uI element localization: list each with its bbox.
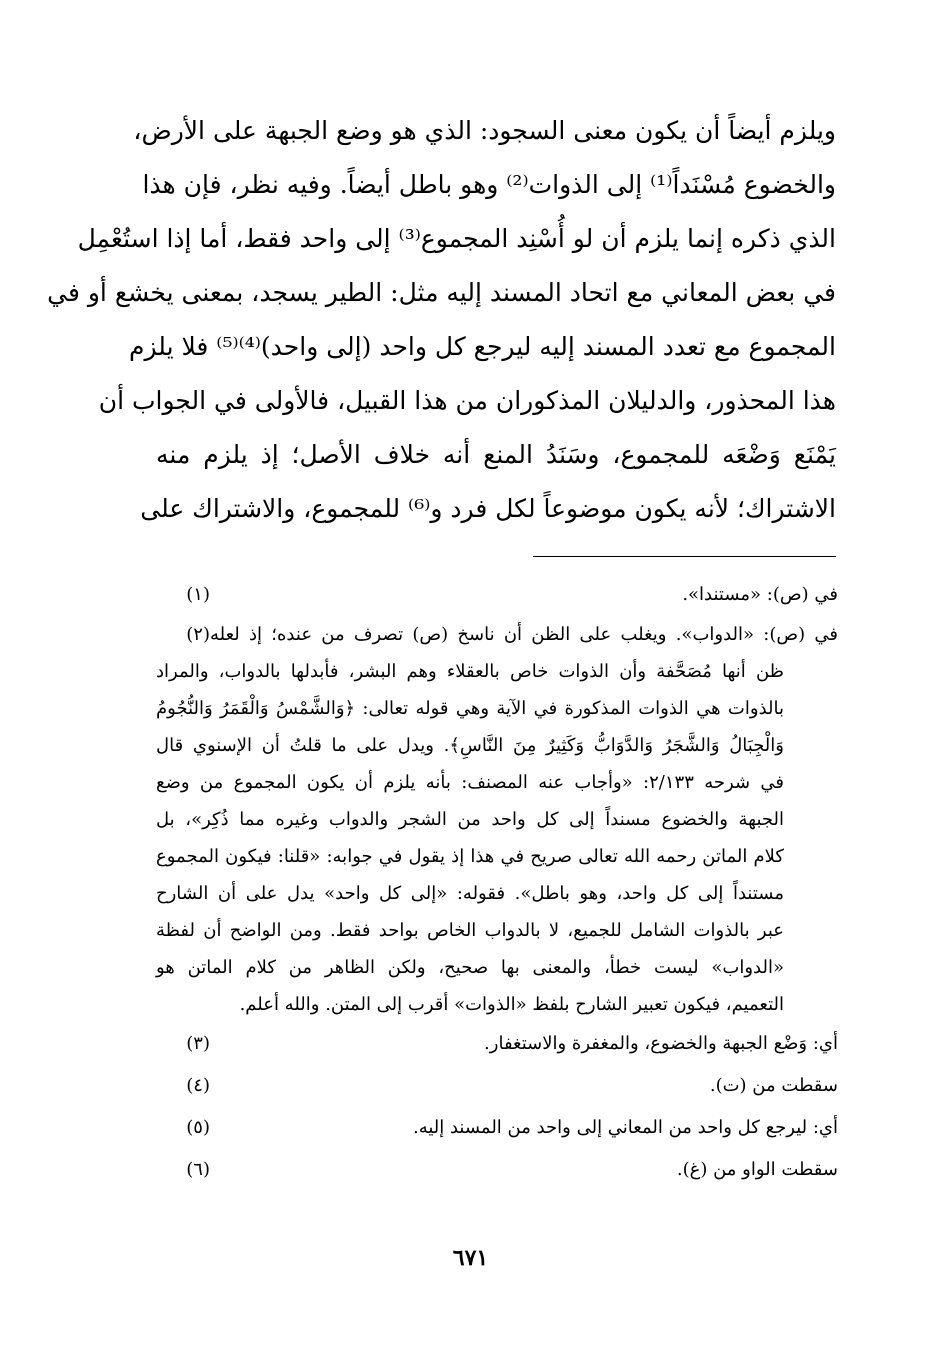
text-line: هذا المحذور، والدليلان المذكوران من هذا القبيل، فالأولى في الجواب أن	[98, 386, 836, 415]
footnote-text: كلام الماتن رحمه الله تعالى صريح في هذا إذ يقول في جوابه: «قلنا: فيكون المجموع	[156, 846, 784, 867]
text-line: الذي ذكره إنما يلزم أن لو أُسْنِد المجموع⁽³⁾ إلى واحد فقط، أما إذا استُعْمِل	[77, 224, 836, 253]
page-number: ٦٧١	[452, 1245, 489, 1271]
footnote-text: «الدواب» ليست خطأ، والمعنى بها صحيح، ولكن الظاهر من كلام الماتن هو	[156, 957, 784, 978]
footnote-text: في شرحه ٢/١٣٣: «وأجاب عنه المصنف: بأنه يلزم أن يكون المجموع من وضع	[156, 772, 784, 793]
footnote-text: في (ص): «الدواب». ويغلب على الظن أن ناسخ (ص) تصرف من عنده؛ إذ لعله	[210, 624, 838, 645]
footnote-3	[156, 1023, 838, 1065]
footnote-text: سقطت الواو من (غ).	[676, 1159, 838, 1180]
footnote-4	[156, 1065, 838, 1107]
footnote-text: أي: ليرجع كل واحد من المعاني إلى واحد من المسند إليه.	[412, 1117, 838, 1138]
footnote-number: (٦)	[186, 1159, 210, 1180]
footnote-text: سقطت من (ت).	[709, 1075, 838, 1096]
main-text	[47, 104, 836, 536]
footnote-number: (٥)	[186, 1117, 210, 1138]
footnote-5	[156, 1107, 838, 1149]
footnote-number: (١)	[186, 584, 210, 605]
footnote-text: بالذوات هي الذوات المذكورة في الآية وهي قوله تعالى: ﴿وَالشَّمْسُ وَالْقَمَرُ وَالنُّجُومُ	[156, 698, 784, 719]
text-line: يَمْنَع وَضْعَه للمجموع، وسَنَدُ المنع أنه خلاف الأصل؛ إذ يلزم منه	[156, 440, 836, 469]
footnote-text: أي: وَضْع الجبهة والخضوع، والمغفرة والاستغفار.	[484, 1033, 838, 1054]
footnote-text: ظن أنها مُصَحَّفة وأن الذوات خاص بالعقلاء وهم البشر، فأبدلها بالدواب، والمراد	[156, 661, 784, 682]
footnote-1	[156, 574, 838, 616]
text-line: المجموع مع تعدد المسند إليه ليرجع كل واحد (إلى واحد)⁽⁴⁾⁽⁵⁾ فلا يلزم	[129, 332, 836, 361]
footnote-2	[156, 616, 838, 1023]
text-line: والخضوع مُسْنَداً⁽¹⁾ إلى الذوات⁽²⁾ وهو باطل أيضاً. وفيه نظر، فإن هذا	[142, 170, 836, 199]
footnote-text: التعميم، فيكون تعبير الشارح بلفظ «الذوات» أقرب إلى المتن. والله أعلم.	[239, 994, 784, 1015]
footnote-text: وَالْجِبَالُ وَالشَّجَرُ وَالدَّوَابُّ وَكَثِيرٌ مِنَ النَّاسِ﴾. ويدل على ما قلتُ أن الإسنوي قال	[156, 735, 784, 756]
footnote-text: عبر بالذوات الشامل للجميع، لا بالدواب الخاص بواحد فقط. ومن الواضح أن لفظة	[156, 920, 784, 941]
footnote-text: مستنداً إلى كل واحد، وهو باطل». فقوله: «إلى كل واحد» يدل على أن الشارح	[156, 883, 784, 904]
footnote-number: (٤)	[186, 1075, 210, 1096]
text-line: الاشتراك؛ لأنه يكون موضوعاً لكل فرد و⁽⁶⁾ للمجموع، والاشتراك على	[140, 494, 836, 523]
footnote-text: الجبهة والخضوع مسنداً إلى كل واحد من الشجر والدواب وغيره مما ذُكِر»، بل	[156, 809, 784, 830]
footnotes	[156, 574, 838, 1191]
footnote-number: (٣)	[186, 1033, 210, 1054]
text-line: ويلزم أيضاً أن يكون معنى السجود: الذي هو وضع الجبهة على الأرض،	[133, 116, 836, 145]
footnote-text: في (ص): «مستندا».	[682, 584, 838, 605]
footnote-separator	[533, 556, 836, 557]
footnote-number: (٢)	[186, 624, 210, 645]
footnote-6	[156, 1149, 838, 1191]
text-line: في بعض المعاني مع اتحاد المسند إليه مثل: الطير يسجد، بمعنى يخشع أو في	[47, 278, 836, 307]
